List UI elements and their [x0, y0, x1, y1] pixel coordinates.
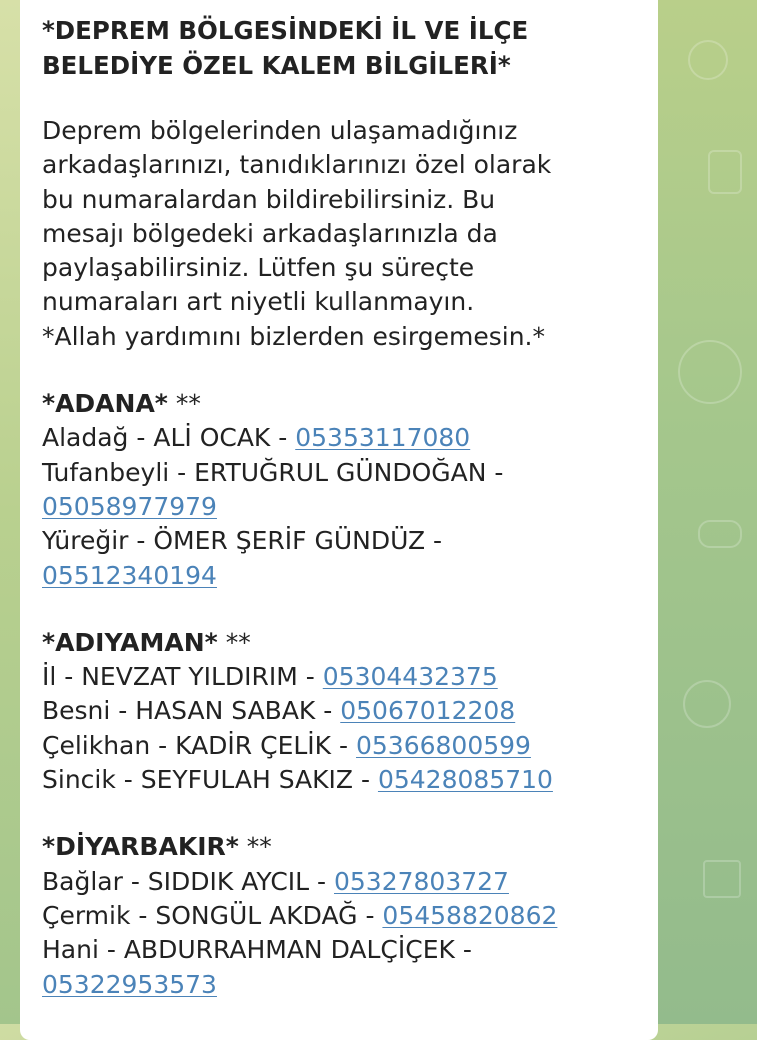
- section-adana: [42, 387, 652, 593]
- contact-text: Sincik - SEYFULAH SAKIZ -: [42, 765, 378, 795]
- chat-wallpaper-right: [658, 0, 757, 1024]
- contact-entry: [42, 456, 652, 490]
- phone-link[interactable]: 05327803727: [334, 866, 509, 896]
- wallpaper-doodle-icon: [688, 40, 728, 80]
- contact-entry: [42, 933, 652, 967]
- phone-link[interactable]: 05322953573: [42, 969, 217, 999]
- message-title: [42, 14, 652, 83]
- contact-entry: [42, 694, 652, 728]
- intro-line: mesajı bölgedeki arkadaşlarınızla da: [42, 218, 498, 248]
- phone-link[interactable]: 05458820862: [382, 900, 558, 930]
- chat-wallpaper-left: [0, 0, 20, 1024]
- title-line: BELEDİYE ÖZEL KALEM BİLGİLERİ*: [42, 50, 511, 80]
- contact-text: Bağlar - SIDDIK AYCIL -: [42, 866, 334, 896]
- contact-text: Çermik - SONGÜL AKDAĞ -: [42, 900, 383, 930]
- wallpaper-doodle-icon: [708, 150, 742, 194]
- section-adiyaman: [42, 626, 652, 797]
- phone-link[interactable]: 05067012208: [340, 696, 516, 726]
- phone-link[interactable]: 05304432375: [322, 662, 498, 692]
- contact-entry-phone: [42, 559, 652, 593]
- intro-paragraph: [42, 114, 652, 354]
- intro-line: paylaşabilirsiniz. Lütfen şu süreçte: [42, 253, 475, 283]
- section-heading: [42, 830, 652, 864]
- contact-text: Çelikhan - KADİR ÇELİK -: [42, 730, 356, 760]
- contact-text: Yüreğir - ÖMER ŞERİF GÜNDÜZ -: [42, 526, 443, 556]
- phone-link[interactable]: 05512340194: [42, 560, 217, 590]
- contact-text: Aladağ - ALİ OCAK -: [42, 423, 296, 453]
- phone-link[interactable]: 05058977979: [42, 491, 217, 521]
- contact-entry-phone: [42, 490, 652, 524]
- section-heading-suffix: **: [238, 832, 272, 862]
- section-diyarbakir: [42, 830, 652, 1001]
- section-heading: [42, 387, 652, 421]
- intro-line: arkadaşlarınızı, tanıdıklarınızı özel olarak: [42, 150, 552, 180]
- contact-text: Besni - HASAN SABAK -: [42, 696, 341, 726]
- intro-line: bu numaralardan bildirebilirsiniz. Bu: [42, 184, 496, 214]
- wallpaper-doodle-icon: [678, 340, 742, 404]
- message-text: [42, 0, 652, 1002]
- wallpaper-doodle-icon: [703, 860, 741, 898]
- phone-link[interactable]: 05366800599: [356, 730, 531, 760]
- section-heading-text: *ADIYAMAN*: [42, 627, 218, 657]
- contact-entry: [42, 660, 652, 694]
- contact-entry: [42, 524, 652, 558]
- contact-entry: [42, 729, 652, 763]
- contact-entry: [42, 865, 652, 899]
- contact-entry: [42, 421, 652, 455]
- contact-text: İl - NEVZAT YILDIRIM -: [42, 662, 323, 692]
- contact-entry-phone: [42, 968, 652, 1002]
- intro-line: *Allah yardımını bizlerden esirgemesin.*: [42, 321, 545, 351]
- section-heading-suffix: **: [217, 627, 251, 657]
- phone-link[interactable]: 05353117080: [295, 423, 471, 453]
- section-heading-suffix: **: [167, 389, 201, 419]
- wallpaper-doodle-icon: [683, 680, 731, 728]
- contact-text: Hani - ABDURRAHMAN DALÇİÇEK -: [42, 935, 472, 965]
- section-heading-text: *DİYARBAKIR*: [42, 832, 239, 862]
- contact-entry: [42, 899, 652, 933]
- section-heading-text: *ADANA*: [42, 389, 168, 419]
- phone-link[interactable]: 05428085710: [377, 765, 553, 795]
- title-line: *DEPREM BÖLGESİNDEKİ İL VE İLÇE: [42, 16, 529, 45]
- intro-line: numaraları art niyetli kullanmayın.: [42, 287, 475, 317]
- wallpaper-doodle-icon: [698, 520, 742, 548]
- contact-entry: [42, 763, 652, 797]
- section-heading: [42, 626, 652, 660]
- intro-line: Deprem bölgelerinden ulaşamadığınız: [42, 116, 518, 145]
- contact-text: Tufanbeyli - ERTUĞRUL GÜNDOĞAN -: [42, 457, 504, 487]
